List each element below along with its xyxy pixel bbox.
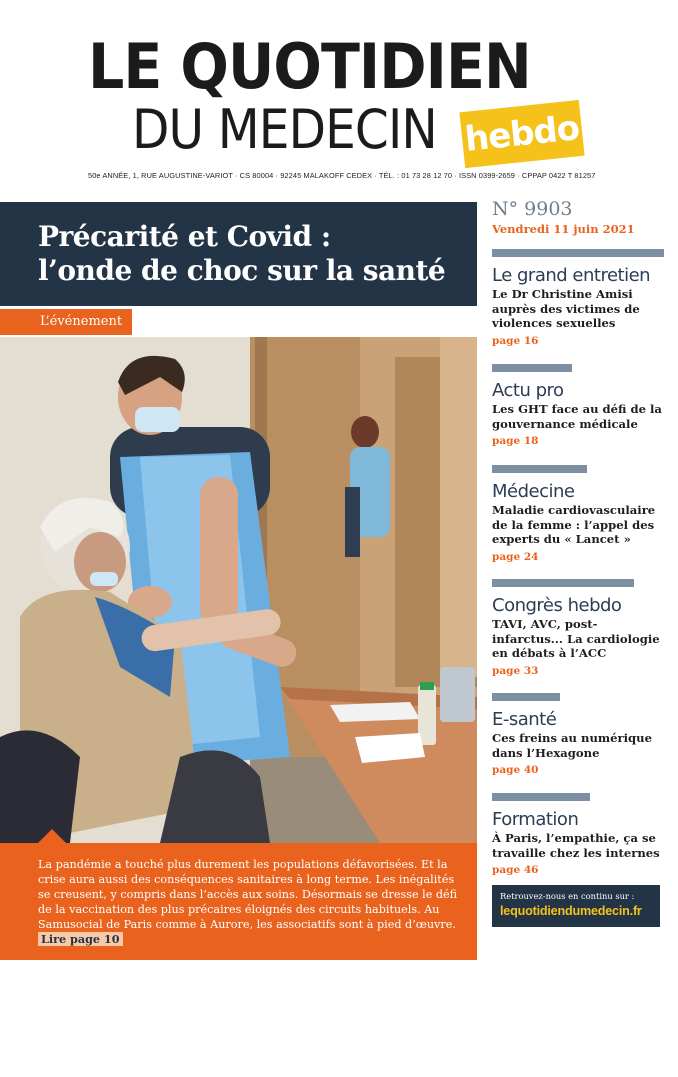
section-text: Les GHT face au défi de la gouvernance médicale	[492, 402, 662, 431]
section-title: E-santé	[492, 709, 557, 730]
section-bar	[492, 364, 572, 372]
summary-box	[0, 843, 477, 960]
section-text: À Paris, l’empathie, ça se travaille chez les internes	[492, 831, 660, 860]
section-title: Formation	[492, 809, 579, 830]
section-title: Médecine	[492, 481, 575, 502]
section-text: Maladie cardiovasculaire de la femme : l’appel des experts du « Lancet »	[492, 503, 656, 546]
website-box[interactable]	[492, 885, 660, 927]
summary-text	[38, 857, 470, 947]
section-actu-pro[interactable]	[492, 364, 664, 447]
section-bar	[492, 465, 587, 473]
read-more-link[interactable]: Lire page 10	[38, 932, 123, 946]
section-text: TAVI, AVC, post-infarctus... La cardiologie en débats à l’ACC	[492, 617, 660, 660]
headline-banner	[0, 202, 477, 306]
section-text: Ces freins au numérique dans l’Hexagone	[492, 731, 652, 760]
website-label: Retrouvez-nous en continu sur :	[500, 891, 635, 901]
headline-line2: l’onde de choc sur la santé	[38, 254, 446, 287]
masthead-address: 50e ANNÉE, 1, RUE AUGUSTINE-VARIOT · CS 80004 · 92245 MALAKOFF CEDEX · TÉL. : 01 73 28 12 70 · ISSN 0399-2659 · CPPAP 0422 T 81257	[88, 171, 596, 180]
masthead	[0, 0, 678, 195]
masthead-title-line1: LE QUOTIDIEN	[88, 30, 531, 103]
section-page[interactable]: page 33	[492, 664, 539, 677]
section-formation[interactable]	[492, 793, 664, 876]
section-title: Congrès hebdo	[492, 595, 622, 616]
section-congres-hebdo[interactable]	[492, 579, 664, 677]
section-page[interactable]: page 18	[492, 435, 539, 447]
issue-date: Vendredi 11 juin 2021	[492, 222, 635, 236]
hebdo-badge-label: hebdo	[463, 108, 581, 160]
headline-line1: Précarité et Covid :	[38, 220, 331, 253]
section-grand-entretien[interactable]	[492, 249, 664, 347]
section-text: Le Dr Christine Amisi auprès des victimes de violences sexuelles	[492, 287, 640, 330]
section-bar	[492, 579, 634, 587]
summary-body: La pandémie a touché plus durement les populations défavorisées. Et la crise aura aussi des conséquences sanitaires à long terme. Les inégalités se creusent, y compris dans l’accès aux soins. Désormais se dresse le défi de la vaccination des plus précaires éloignés des circuits habituels. Au Samusocial de Paris comme à Aurore, les associatifs sont à pied d’œuvre.	[38, 858, 458, 931]
section-page[interactable]: page 46	[492, 864, 539, 876]
masthead-title-line2: DU MEDECIN	[132, 98, 437, 161]
website-url[interactable]: lequotidiendumedecin.fr	[500, 904, 642, 918]
section-medecine[interactable]	[492, 465, 664, 563]
section-title: Le grand entretien	[492, 265, 651, 286]
section-page[interactable]: page 40	[492, 764, 539, 776]
section-bar	[492, 693, 560, 701]
event-tag: L’événement	[0, 309, 132, 335]
section-title: Actu pro	[492, 380, 564, 401]
photo-credit: SÉBASTIEN TOUBON	[458, 1018, 464, 1077]
cover-headline	[38, 220, 468, 288]
section-bar	[492, 249, 664, 257]
section-page[interactable]: page 16	[492, 334, 539, 347]
section-page[interactable]: page 24	[492, 550, 539, 563]
vaccination-scene-illustration	[0, 337, 477, 843]
section-e-sante[interactable]	[492, 693, 664, 776]
issue-number: N° 9903	[492, 198, 573, 220]
hebdo-badge	[459, 100, 584, 168]
section-bar	[492, 793, 590, 801]
summary-notch	[38, 829, 66, 843]
